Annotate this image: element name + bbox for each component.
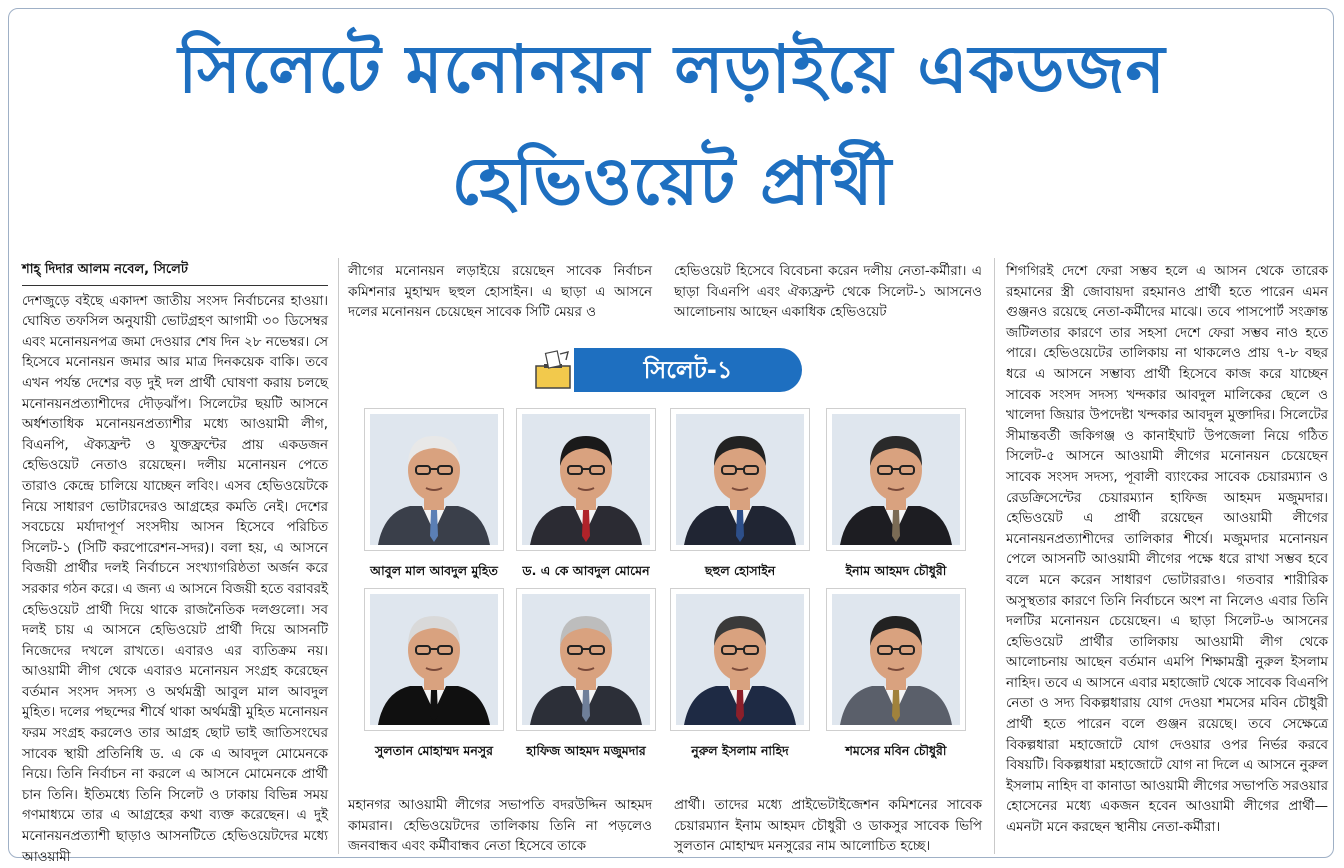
candidate-photo xyxy=(670,588,810,731)
candidate-photo xyxy=(364,588,504,731)
candidate-name: ছহুল হোসাইন xyxy=(704,563,776,578)
column-4-text: শিগগিরই দেশে ফেরা সম্ভব হলে এ আসন থেকে তারেক রহমানের স্ত্রী জোবায়দা রহমানও প্রার্থী হতে পারেন এমন গুঞ্জনও রয়েছে নেতা-কর্মীদের মাঝে। তবে পাসপোর্ট সংক্রান্ত জটিলতার কারণে তার সহসা দেশে ফেরা সম্ভব নাও হতে পারে। হেভিওয়েটের তালিকায় না থাকলেও প্রায় ৭-৮ বছর ধরে এ আসনে সম্ভাব্য প্রার্থী হিসেবে কাজ করে যাচ্ছেন সাবেক সংসদ সদস্য খন্দকার আবদুল মালিকের ছেলে ও খালেদা জিয়ার উপদেষ্টা খন্দকার আবদুল মুক্তাদির। সিলেটের সীমান্তবর্তী জকিগঞ্জ ও কানাইঘাট উপজেলা নিয়ে গঠিত সিলেট-৫ আসনে আওয়ামী লীগের মনোনয়ন চেয়েছেন সাবেক সংসদ সদস্য, পূবালী ব্যাংকের সাবেক চেয়ারম্যান ও রেডক্রিসেন্টের চেয়ারম্যান হাফিজ আহমদ মজুমদার। হেভিওয়েট এ প্রার্থী রয়েছেন আওয়ামী লীগের মনোনয়নপ্রত্যাশীদের তালিকার শীর্ষে। মজুমদার মনোনয়ন পেলে আসনটি আওয়ামী লীগের পক্ষে ধরে রাখা সম্ভব হবে বলে মনে করেন সাধারণ ভোটাররাও। গতবার শারীরিক অসুস্থতার কারণে তিনি নির্বাচনে অংশ না নিলেও এবার তিনি দলটির মনোনয়ন চেয়েছেন। এ ছাড়া সিলেট-৬ আসনের হেভিওয়েট প্রার্থীর তালিকায় আওয়ামী লীগ থেকে আলোচনায় আছেন বর্তমান এমপি শিক্ষামন্ত্রী নুরুল ইসলাম নাহিদ। তবে এ আসনে এবার মহাজোট থেকে সাবেক বিএনপি নেতা ও সদ্য বিকল্পধারায় যোগ দেওয়া শমসের মবিন চৌধুরী প্রার্থী হতে পারেন বলে গুঞ্জন রয়েছে। তবে সেক্ষেত্রে বিকল্পধারা মহাজোটে যোগ দেওয়ার ওপর নির্ভর করবে বিষয়টি। বিকল্পধারা মহাজোটে যোগ না দিলে এ আসনে নুরুল ইসলাম নাহিদ বা কানাডা আওয়ামী লীগের সভাপতি সরওয়ার হোসেনের মধ্যে একজন হবেন আওয়ামী লীগের প্রার্থী— এমনটা মনে করছেন স্থানীয় নেতা-কর্মীরা। xyxy=(1006,264,1328,836)
candidate-name: ড. এ কে আবদুল মোমেন xyxy=(522,563,650,578)
portrait-image xyxy=(370,414,498,545)
headline-line-2: হেভিওয়েট প্রার্থী xyxy=(451,143,893,220)
portrait-image xyxy=(522,414,650,545)
candidate-name: সুলতান মোহাম্মদ মনসুর xyxy=(375,743,493,758)
candidate-name: আবুল মাল আবদুল মুহিত xyxy=(370,563,498,578)
candidate-name: হাফিজ আহমদ মজুমদার xyxy=(526,743,646,758)
candidate-photo xyxy=(516,588,656,731)
candidate-photo xyxy=(516,408,656,551)
column-divider xyxy=(338,258,339,854)
article-column-4 xyxy=(1006,262,1328,858)
candidate-photo xyxy=(826,408,966,551)
portrait-image xyxy=(676,594,804,725)
portrait-image xyxy=(832,594,960,725)
headline-line-1: সিলেটে মনোনয়ন লড়াইয়ে একডজন xyxy=(178,31,1166,108)
banner-label: সিলেট-১ xyxy=(643,356,733,384)
column-2-bottom-text: মহানগর আওয়ামী লীগের সভাপতি বদরউদ্দিন আহমদ কামরান। হেভিওয়েটদের তালিকায় তিনি না পড়লেও জনবান্ধব এবং কর্মীবান্ধব নেতা হিসেবে তাকে xyxy=(348,798,652,855)
candidate-name: ইনাম আহমদ চৌধুরী xyxy=(845,563,947,578)
column-divider xyxy=(994,258,995,854)
article-column-1 xyxy=(22,260,328,865)
constituency-banner xyxy=(530,348,802,392)
candidate-photo xyxy=(670,408,810,551)
column-3-bottom-text: প্রার্থী। তাদের মধ্যে প্রাইভেটাইজেশন কমিশনের সাবেক চেয়ারম্যান ইনাম আহমদ চৌধুরী ও ডাকসুর সাবেক ভিপি সুলতান মোহাম্মদ মনসুরের নাম আলোচিত হচ্ছে। xyxy=(674,798,982,855)
byline: শাহ্ দিদার আলম নবেল, সিলেট xyxy=(22,260,328,286)
portrait-image xyxy=(832,414,960,545)
candidate-name: নুরুল ইসলাম নাহিদ xyxy=(691,743,789,758)
column-2-top-text: লীগের মনোনয়ন লড়াইয়ে রয়েছেন সাবেক নির্বাচন কমিশনার মুহাম্মদ ছহুল হোসাইন। এ ছাড়া এ আসনে দলের মনোনয়ন চেয়েছেন সাবেক সিটি মেয়র ও xyxy=(348,264,652,321)
candidate-photo xyxy=(826,588,966,731)
portrait-image xyxy=(676,414,804,545)
portrait-image xyxy=(370,594,498,725)
ballot-box-icon xyxy=(530,350,578,390)
column-1-text: দেশজুড়ে বইছে একাদশ জাতীয় সংসদ নির্বাচনের হাওয়া। ঘোষিত তফসিল অনুযায়ী ভোটগ্রহণ আগামী ৩০ ডিসেম্বর এবং মনোনয়নপত্র জমা দেওয়ার শেষ দিন ২৮ নভেম্বর। সে হিসেবে মনোনয়ন জমার আর মাত্র দিনকয়েক বাকি। তবে এখন পর্যন্ত দেশের বড় দুই দল প্রার্থী ঘোষণা করায় চলছে মনোনয়নপ্রত্যাশীদের দৌড়ঝাঁপ। সিলেটের ছয়টি আসনে অর্ধশতাধিক মনোনয়নপ্রত্যাশীর মধ্যে আওয়ামী লীগ, বিএনপি, ঐক্যফ্রন্ট ও যুক্তফ্রন্টের প্রায় একডজন হেভিওয়েট নেতাও রয়েছেন। দলীয় মনোনয়ন পেতে তারাও কেন্দ্রে চালিয়ে যাচ্ছেন লবিং। এসব হেভিওয়েটকে নিয়ে সাধারণ ভোটারদেরও আগ্রহের কমতি নেই। দেশের সবচেয়ে মর্যাদাপূর্ণ সংসদীয় আসন হিসেবে পরিচিত সিলেট-১ (সিটি করপোরেশন-সদর)। বলা হয়, এ আসনে বিজয়ী প্রার্থীর দলই নির্বাচনে সংখ্যাগরিষ্ঠতা অর্জন করে সরকার গঠন করে। এ জন্য এ আসনে বিজয়ী হতে বরাবরই হেভিওয়েট প্রার্থী দিয়ে থাকে রাজনৈতিক দলগুলো। সব দলই চায় এ আসনে হেভিওয়েট প্রার্থী দিয়ে আসনটি নিজেদের দখলে রাখতে। এবারও এর ব্যতিক্রম নয়। আওয়ামী লীগ থেকে এবারও মনোনয়ন সংগ্রহ করেছেন বর্তমান সংসদ সদস্য ও অর্থমন্ত্রী আবুল মাল আবদুল মুহিত। দলের পছন্দের শীর্ষে থাকা অর্থমন্ত্রী মুহিত মনোনয়ন ফরম সংগ্রহ করলেও তার আগ্রহ ছোট ভাই জাতিসংঘের সাবেক স্থায়ী প্রতিনিধি ড. এ কে এ আবদুল মোমেনকে নিয়ে। তিনি নির্বাচন না করলে এ আসনে মোমেনকে প্রার্থী চান তিনি। ইতিমধ্যে তিনি সিলেট ও ঢাকায় বিভিন্ন সময় গণমাধ্যমে তার এ আগ্রহের কথা ব্যক্ত করেছেন। এ দুই মনোনয়নপ্রত্যাশী ছাড়াও আসনটিতে হেভিওয়েটদের মধ্যে আওয়ামী xyxy=(22,293,328,865)
candidate-photo xyxy=(364,408,504,551)
portrait-image xyxy=(522,594,650,725)
candidate-name: শমসের মবিন চৌধুরী xyxy=(845,743,947,758)
column-3-top-text: হেভিওয়েট হিসেবে বিবেচনা করেন দলীয় নেতা-কর্মীরা। এ ছাড়া বিএনপি এবং ঐক্যফ্রন্ট থেকে সিলেট-১ আসনেও আলোচনায় আছেন একাধিক হেভিওয়েট xyxy=(674,264,982,321)
